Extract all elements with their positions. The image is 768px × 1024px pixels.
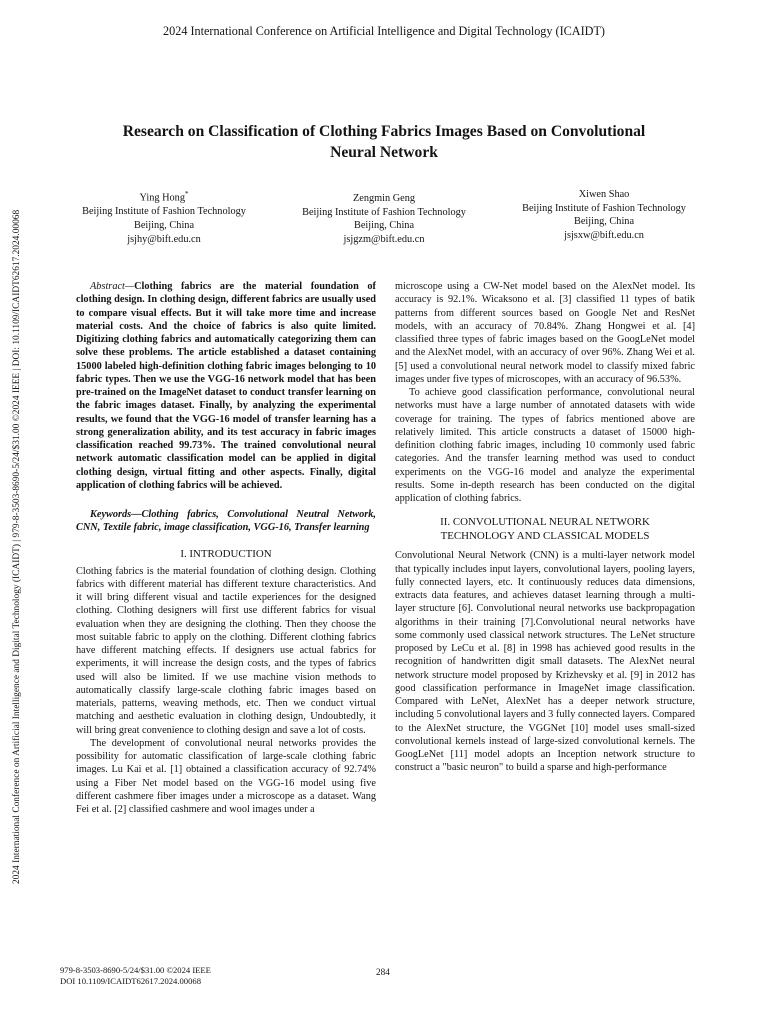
author-location: Beijing, China bbox=[353, 220, 415, 232]
author-location: Beijing, China bbox=[133, 219, 195, 231]
title-line-1: Research on Classification of Clothing Fabrics Images Based on Convolutional bbox=[122, 123, 646, 140]
author-location: Beijing, China bbox=[573, 216, 635, 228]
right-paragraph-1: microscope using a CW-Net model based on the AlexNet model. Its accuracy is 92.1%. Wicaksono et al. [3] classified 11 types of batik patterns from different sources based on Google Net and ResNet models, with an accuracy of 70.84%. Zhang Hongwei et al. [4] classified three types of fabric images based on the GoogLeNet model and the AlexNet model, with an accuracy of over 96%. Zhang Wei et al. [5] used a convolutional neural network model to classify mixed fabric images under five types of microscopes, with an accuracy of 96.53%. bbox=[395, 281, 695, 385]
keywords-label: Keywords bbox=[90, 509, 132, 520]
keywords-text: Clothing fabrics, Convolutional Neutral Network, CNN, Textile fabric, image classification, VGG-16, Transfer learning bbox=[76, 509, 376, 534]
keywords: Keywords—Clothing fabrics, Convolutional Neutral Network, CNN, Textile fabric, image classification, VGG-16, Transfer learning bbox=[76, 509, 376, 534]
author-email: jsjsxw@bift.edu.cn bbox=[564, 230, 644, 242]
intro-paragraph-2: The development of convolutional neural networks provides the possibility for automatic classification of large-scale clothing fabric images. Lu Kai et al. [1] obtained a classification accuracy of 92.74% using a Fiber Net model based on the VGG-16 model using five different cashmere fiber images under a microscope as a dataset. Wang Fei et al. [2] classified cashmere and wool images under a bbox=[76, 737, 376, 815]
conference-header: 2024 International Conference on Artificial Intelligence and Digital Technology (ICAIDT) bbox=[163, 24, 605, 38]
author-email: jsjgzm@bift.edu.cn bbox=[343, 234, 425, 246]
author-affiliation: Beijing Institute of Fashion Technology bbox=[522, 202, 686, 214]
abstract-label: Abstract bbox=[90, 281, 125, 292]
author-email: jsjhy@bift.edu.cn bbox=[127, 233, 201, 245]
left-column bbox=[76, 280, 376, 816]
author-affiliation: Beijing Institute of Fashion Technology bbox=[302, 206, 466, 218]
side-identifier-strip: 2024 International Conference on Artificial Intelligence and Digital Technology (ICAIDT) | 979-8-3503-8690-5/24/$31.00 ©2024 IEEE | DOI: 10.1109/ICAIDT62617.2024.00068 bbox=[12, 209, 22, 884]
author-affiliation: Beijing Institute of Fashion Technology bbox=[82, 206, 246, 218]
abstract: Abstract—Clothing fabrics are the material foundation of clothing design. In clothing design, different fabrics are usually used to compare visual effects. But it will take more time and increase material costs. And the choice of fabrics is also quite limited. Digitizing clothing fabrics and automatically categorizing them can solve these problems. The article established a dataset containing 15000 labeled high-definition clothing fabric images belonging to 10 fabric types. Then we use the VGG-16 network model that has been pre-trained on the ImageNet dataset to conduct transfer learning on the fabric images dataset. Finally, by analyzing the experimental results, we found that the VGG-16 model of transfer learning has a strong generalization ability, and its test accuracy in fabric images classification reached 99.73%. The trained convolutional neural network automatic classification model can be applied in digital clothing design, virtual fitting and other aspects. Finally, digital application of clothing fabrics will be achieved. bbox=[76, 281, 376, 491]
footer-doi: DOI 10.1109/ICAIDT62617.2024.00068 bbox=[60, 975, 201, 986]
author-block-1 bbox=[48, 188, 280, 246]
paper-title bbox=[60, 121, 708, 163]
author-name: Zengmin Geng bbox=[352, 193, 416, 204]
author-block-2 bbox=[268, 192, 500, 247]
title-line-2: Neural Network bbox=[330, 144, 438, 161]
page-number: 284 bbox=[376, 967, 390, 977]
cnn-paragraph-1: Convolutional Neural Network (CNN) is a multi-layer network model that typically includes input layers, convolutional layers, pooling layers, fully connected layers, etc. It continuously reduces data dimensions, extracts data features, and achieves dataset learning through a multi-layer structure [6]. Convolutional neural networks use backpropagation algorithms in their training [7].Convolutional neural networks have some commonly used classical network structures. The LeNet structure proposed by LeCu et al. [8] in 1998 has achieved good results in the recognition of handwritten digit small datasets. The AlexNet neural network structure model proposed by Krizhevsky et al. [9] in 2012 has good classification performance in ImageNet image classification. Compared with LeNet, AlexNet has a deeper network structure, including 5 convolutional layers and 3 fully connected layers. Compared to the AlexNet structure, the VGGNet [10] model uses small-sized convolutional kernels instead of large-sized convolutional kernels. The GoogLeNet [11] model adopts an Inception network structure to construct a "basic neuron" to build a sparse and high-performance bbox=[395, 550, 695, 774]
abstract-text: Clothing fabrics are the material foundation of clothing design. In clothing design, different fabrics are usually used to compare visual effects. But it will take more time and increase material costs. And the choice of fabrics is also quite limited. Digitizing clothing fabrics and automatically categorizing them can solve these problems. The article established a dataset containing 15000 labeled high-definition clothing fabric images belonging to 10 fabric types. Then we use the VGG-16 network model that has been pre-trained on the ImageNet dataset to conduct transfer learning on the fabric images dataset. Finally, by analyzing the experimental results, we found that the VGG-16 model of transfer learning has a strong generalization ability, and its test accuracy in fabric images classification reached 99.73%. The trained convolutional neural network automatic classification model can be applied in digital clothing design, virtual fitting and other aspects. Finally, digital application of clothing fabrics will be achieved. bbox=[76, 281, 376, 491]
corresponding-mark: * bbox=[184, 190, 189, 198]
footer-isbn: 979-8-3503-8690-5/24/$31.00 ©2024 IEEE bbox=[60, 965, 211, 975]
section-heading-cnn: II. CONVOLUTIONAL NEURAL NETWORK TECHNOLOGY AND CLASSICAL MODELS bbox=[440, 516, 650, 543]
author-name: Xiwen Shao bbox=[578, 189, 630, 200]
footer-publication-info bbox=[60, 965, 211, 986]
intro-paragraph-1: Clothing fabrics is the material foundation of clothing design. Clothing fabrics with different material has different texture characteristics. And it will bring different visual and tactile experiences for the designed clothing. Clothing designers will first use different fabrics for visual evaluation when they are designing the clothing. Then they choose the most suitable fabric to apply on the clothing. Different clothing fabrics have different matching effects. If designers use actual fabrics for experiments, it will increase the design costs, and the types of fabrics used will also be limited. If we use machine vision methods to automatically classify large-scale clothing fabric images based on materials, patterns, weaving methods, etc. Then we conduct virtual matching and aesthetic evaluation in clothing design, Undoubtedly, it will bring great convenience to clothing design and save a lot of costs. bbox=[76, 565, 376, 736]
right-paragraph-2: To achieve good classification performance, convolutional neural networks must have a large number of annotated datasets with wide coverage for training. The types of fabrics mentioned above are relatively limited. This article constructs a dataset of 15000 high-definition clothing fabric images, including 10 commonly used fabric categories. And the transfer learning method was used to conduct experiments on the VGG-16 model and analyze the experimental results. Some in-depth research has been conducted on the digital application of clothing fabrics. bbox=[395, 387, 695, 504]
section-heading-introduction: I. INTRODUCTION bbox=[180, 547, 272, 560]
right-column bbox=[395, 280, 695, 775]
author-name: Ying Hong bbox=[139, 192, 185, 204]
author-block-3 bbox=[488, 188, 720, 243]
